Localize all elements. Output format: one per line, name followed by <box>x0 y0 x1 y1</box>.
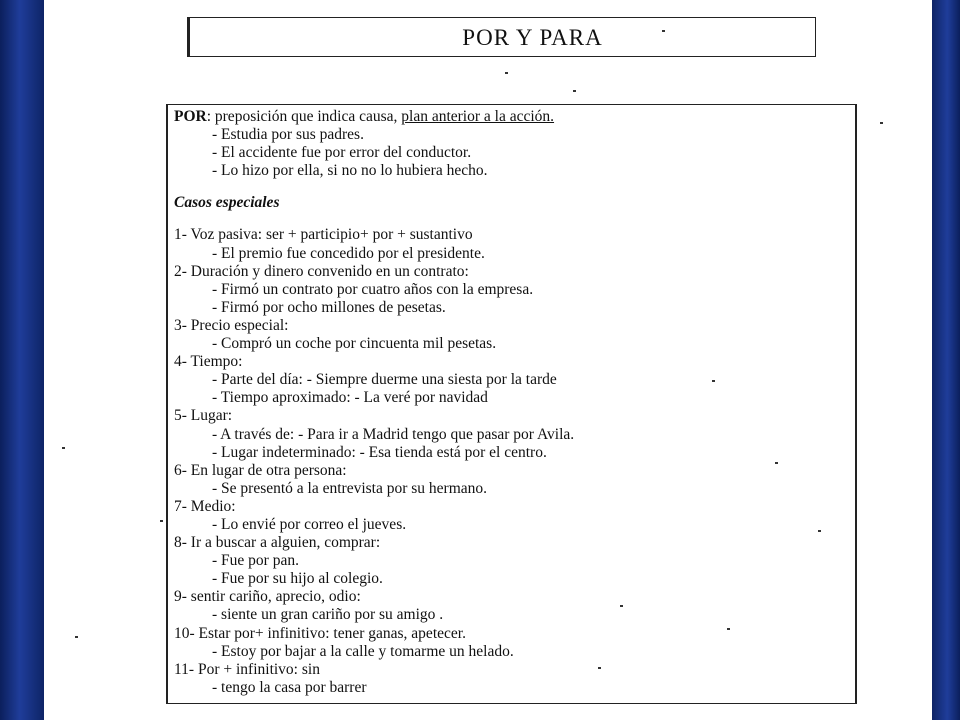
case-example-line: - El premio fue concedido por el presidente. <box>212 244 485 262</box>
case-example-line: - Tiempo aproximado: - La veré por navidad <box>212 389 488 407</box>
case-example-line: - Parte del día: - Siempre duerme una siesta por la tarde <box>212 371 557 389</box>
scan-speck <box>727 628 730 630</box>
intro-underlined: plan anterior a la acción. <box>401 108 555 125</box>
special-cases-heading: Casos especiales <box>174 194 280 212</box>
case-heading-line: 8- Ir a buscar a alguien, comprar: <box>174 534 381 552</box>
scan-speck <box>573 90 576 92</box>
title-box <box>187 17 816 57</box>
scan-speck <box>75 636 78 638</box>
case-example-line: - A través de: - Para ir a Madrid tengo que pasar por Avila. <box>212 425 575 443</box>
intro-text: : preposición que indica causa, <box>206 108 402 125</box>
case-example-line: - tengo la casa por barrer <box>212 678 367 696</box>
page-title: POR Y PARA <box>462 25 603 50</box>
case-heading-line: 11- Por + infinitivo: sin <box>174 660 320 678</box>
case-example-line: - Firmó un contrato por cuatro años con la empresa. <box>212 280 534 298</box>
scan-speck <box>505 72 508 74</box>
scan-speck <box>712 380 715 382</box>
scan-speck <box>62 447 65 449</box>
case-heading-line: 10- Estar por+ infinitivo: tener ganas, apetecer. <box>174 624 466 642</box>
example-line: - Lo hizo por ella, si no no lo hubiera hecho. <box>212 162 488 180</box>
cases-list <box>174 226 824 696</box>
scan-speck <box>818 530 821 532</box>
case-example-line: - Firmó por ocho millones de pesetas. <box>212 298 446 316</box>
case-heading-line: 5- Lugar: <box>174 407 233 425</box>
case-example-line: - Lugar indeterminado: - Esa tienda está por el centro. <box>212 443 547 461</box>
scan-speck <box>662 30 665 32</box>
case-heading-line: 4- Tiempo: <box>174 353 243 371</box>
case-example-line: - Compró un coche por cincuenta mil pesetas. <box>212 335 497 353</box>
scan-speck <box>598 667 601 669</box>
case-heading-line: 7- Medio: <box>174 497 236 515</box>
case-heading-line: 3- Precio especial: <box>174 316 289 334</box>
scan-speck <box>880 122 883 124</box>
case-example-line: - Estoy por bajar a la calle y tomarme un helado. <box>212 642 514 660</box>
intro-line <box>174 108 824 126</box>
case-example-line: - Lo envié por correo el jueves. <box>212 515 407 533</box>
left-border-bar <box>0 0 44 720</box>
case-heading-line: 1- Voz pasiva: ser + participio+ por + sustantivo <box>174 226 473 244</box>
example-line: - El accidente fue por error del conductor. <box>212 144 472 162</box>
document-content <box>174 108 824 697</box>
case-example-line: - Fue por pan. <box>212 552 299 570</box>
case-example-line: - Se presentó a la entrevista por su hermano. <box>212 479 488 497</box>
case-heading-line: 9- sentir cariño, aprecio, odio: <box>174 588 361 606</box>
example-line: - Estudia por sus padres. <box>212 126 364 144</box>
scan-speck <box>620 605 623 607</box>
case-example-line: - Fue por su hijo al colegio. <box>212 570 383 588</box>
case-example-line: - siente un gran cariño por su amigo . <box>212 606 444 624</box>
intro-label: POR <box>174 108 207 125</box>
case-heading-line: 6- En lugar de otra persona: <box>174 461 347 479</box>
scan-speck <box>775 462 778 464</box>
case-heading-line: 2- Duración y dinero convenido en un contrato: <box>174 262 469 280</box>
scan-speck <box>160 520 163 522</box>
right-border-bar <box>932 0 960 720</box>
